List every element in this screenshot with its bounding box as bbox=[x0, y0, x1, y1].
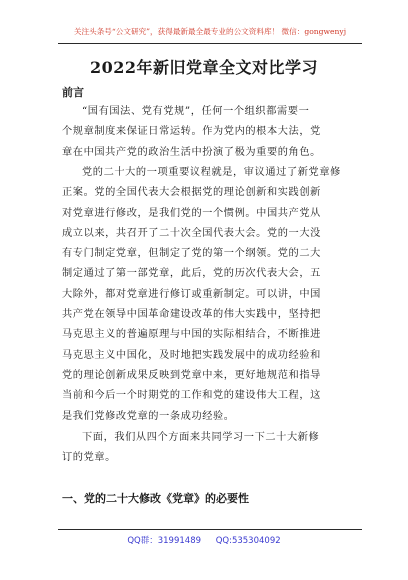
paragraph-line: 制定通过了第一部党章，此后，党的历次代表大会，五 bbox=[62, 268, 321, 280]
paragraph-line: 党的二十大的一项重要议程就是，审议通过了新党章修 bbox=[82, 167, 341, 178]
page-header: 关注头条号“公文研究”，获得最新最全最专业的公文资料库！ 微信：gongwenyj bbox=[73, 27, 347, 36]
paragraph-2 bbox=[62, 163, 352, 427]
document-title: 2022年新旧党章全文对比学习 bbox=[89, 58, 319, 77]
paragraph-line: 订的党章。 bbox=[62, 452, 116, 464]
paragraph-line: 对党章进行修改，是我们党的一个惯例。中国共产党从 bbox=[62, 207, 321, 219]
paragraph-line: 个规章制度来保证日常运转。作为党内的根本大法，党 bbox=[62, 126, 321, 138]
section-heading-1: 一、党的二十大修改《党章》的必要性 bbox=[62, 492, 249, 505]
section-heading-preface: 前言 bbox=[62, 86, 84, 99]
paragraph-line: 是我们党修改党章的一条成功经验。 bbox=[62, 410, 235, 422]
paragraph-line: 大除外，都对党章进行修订或重新制定。可以讲，中国 bbox=[62, 288, 321, 300]
paragraph-line: 有专门制定党章，但制定了党的第一个纲领。党的二大 bbox=[62, 248, 321, 260]
footer-divider bbox=[58, 529, 362, 530]
paragraph-line: 当前和今后一个时期党的工作和党的建设伟大工程，这 bbox=[62, 390, 321, 402]
paragraph-line: 正案。党的全国代表大会根据党的理论创新和实践创新 bbox=[62, 187, 321, 199]
footer-qq-group: QQ群：31991489 bbox=[127, 536, 202, 546]
paragraph-line: 马克思主义中国化，及时地把实践发展中的成功经验和 bbox=[62, 349, 321, 361]
footer-qq-contact: QQ:535304092 bbox=[215, 536, 281, 546]
paragraph-line: 下面，我们从四个方面来共同学习一下二十大新修 bbox=[82, 432, 320, 443]
paragraph-1 bbox=[62, 102, 352, 163]
header-divider bbox=[58, 43, 362, 44]
paragraph-line: 成立以来，共召开了二十次全国代表大会。党的一大没 bbox=[62, 227, 321, 239]
paragraph-line: 党的理论创新成果反映到党章中来，更好地规范和指导 bbox=[62, 369, 321, 381]
page-footer bbox=[0, 534, 408, 546]
paragraph-line: 共产党在领导中国革命建设改革的伟大实践中，坚持把 bbox=[62, 309, 321, 321]
paragraph-line: 章在中国共产党的政治生活中扮演了极为重要的角色。 bbox=[62, 146, 321, 158]
paragraph-line: “国有国法、党有党规”，任何一个组织都需要一 bbox=[82, 106, 310, 117]
paragraph-line: 马克思主义的普遍原理与中国的实际相结合，不断推进 bbox=[62, 329, 321, 341]
paragraph-3 bbox=[62, 428, 352, 469]
